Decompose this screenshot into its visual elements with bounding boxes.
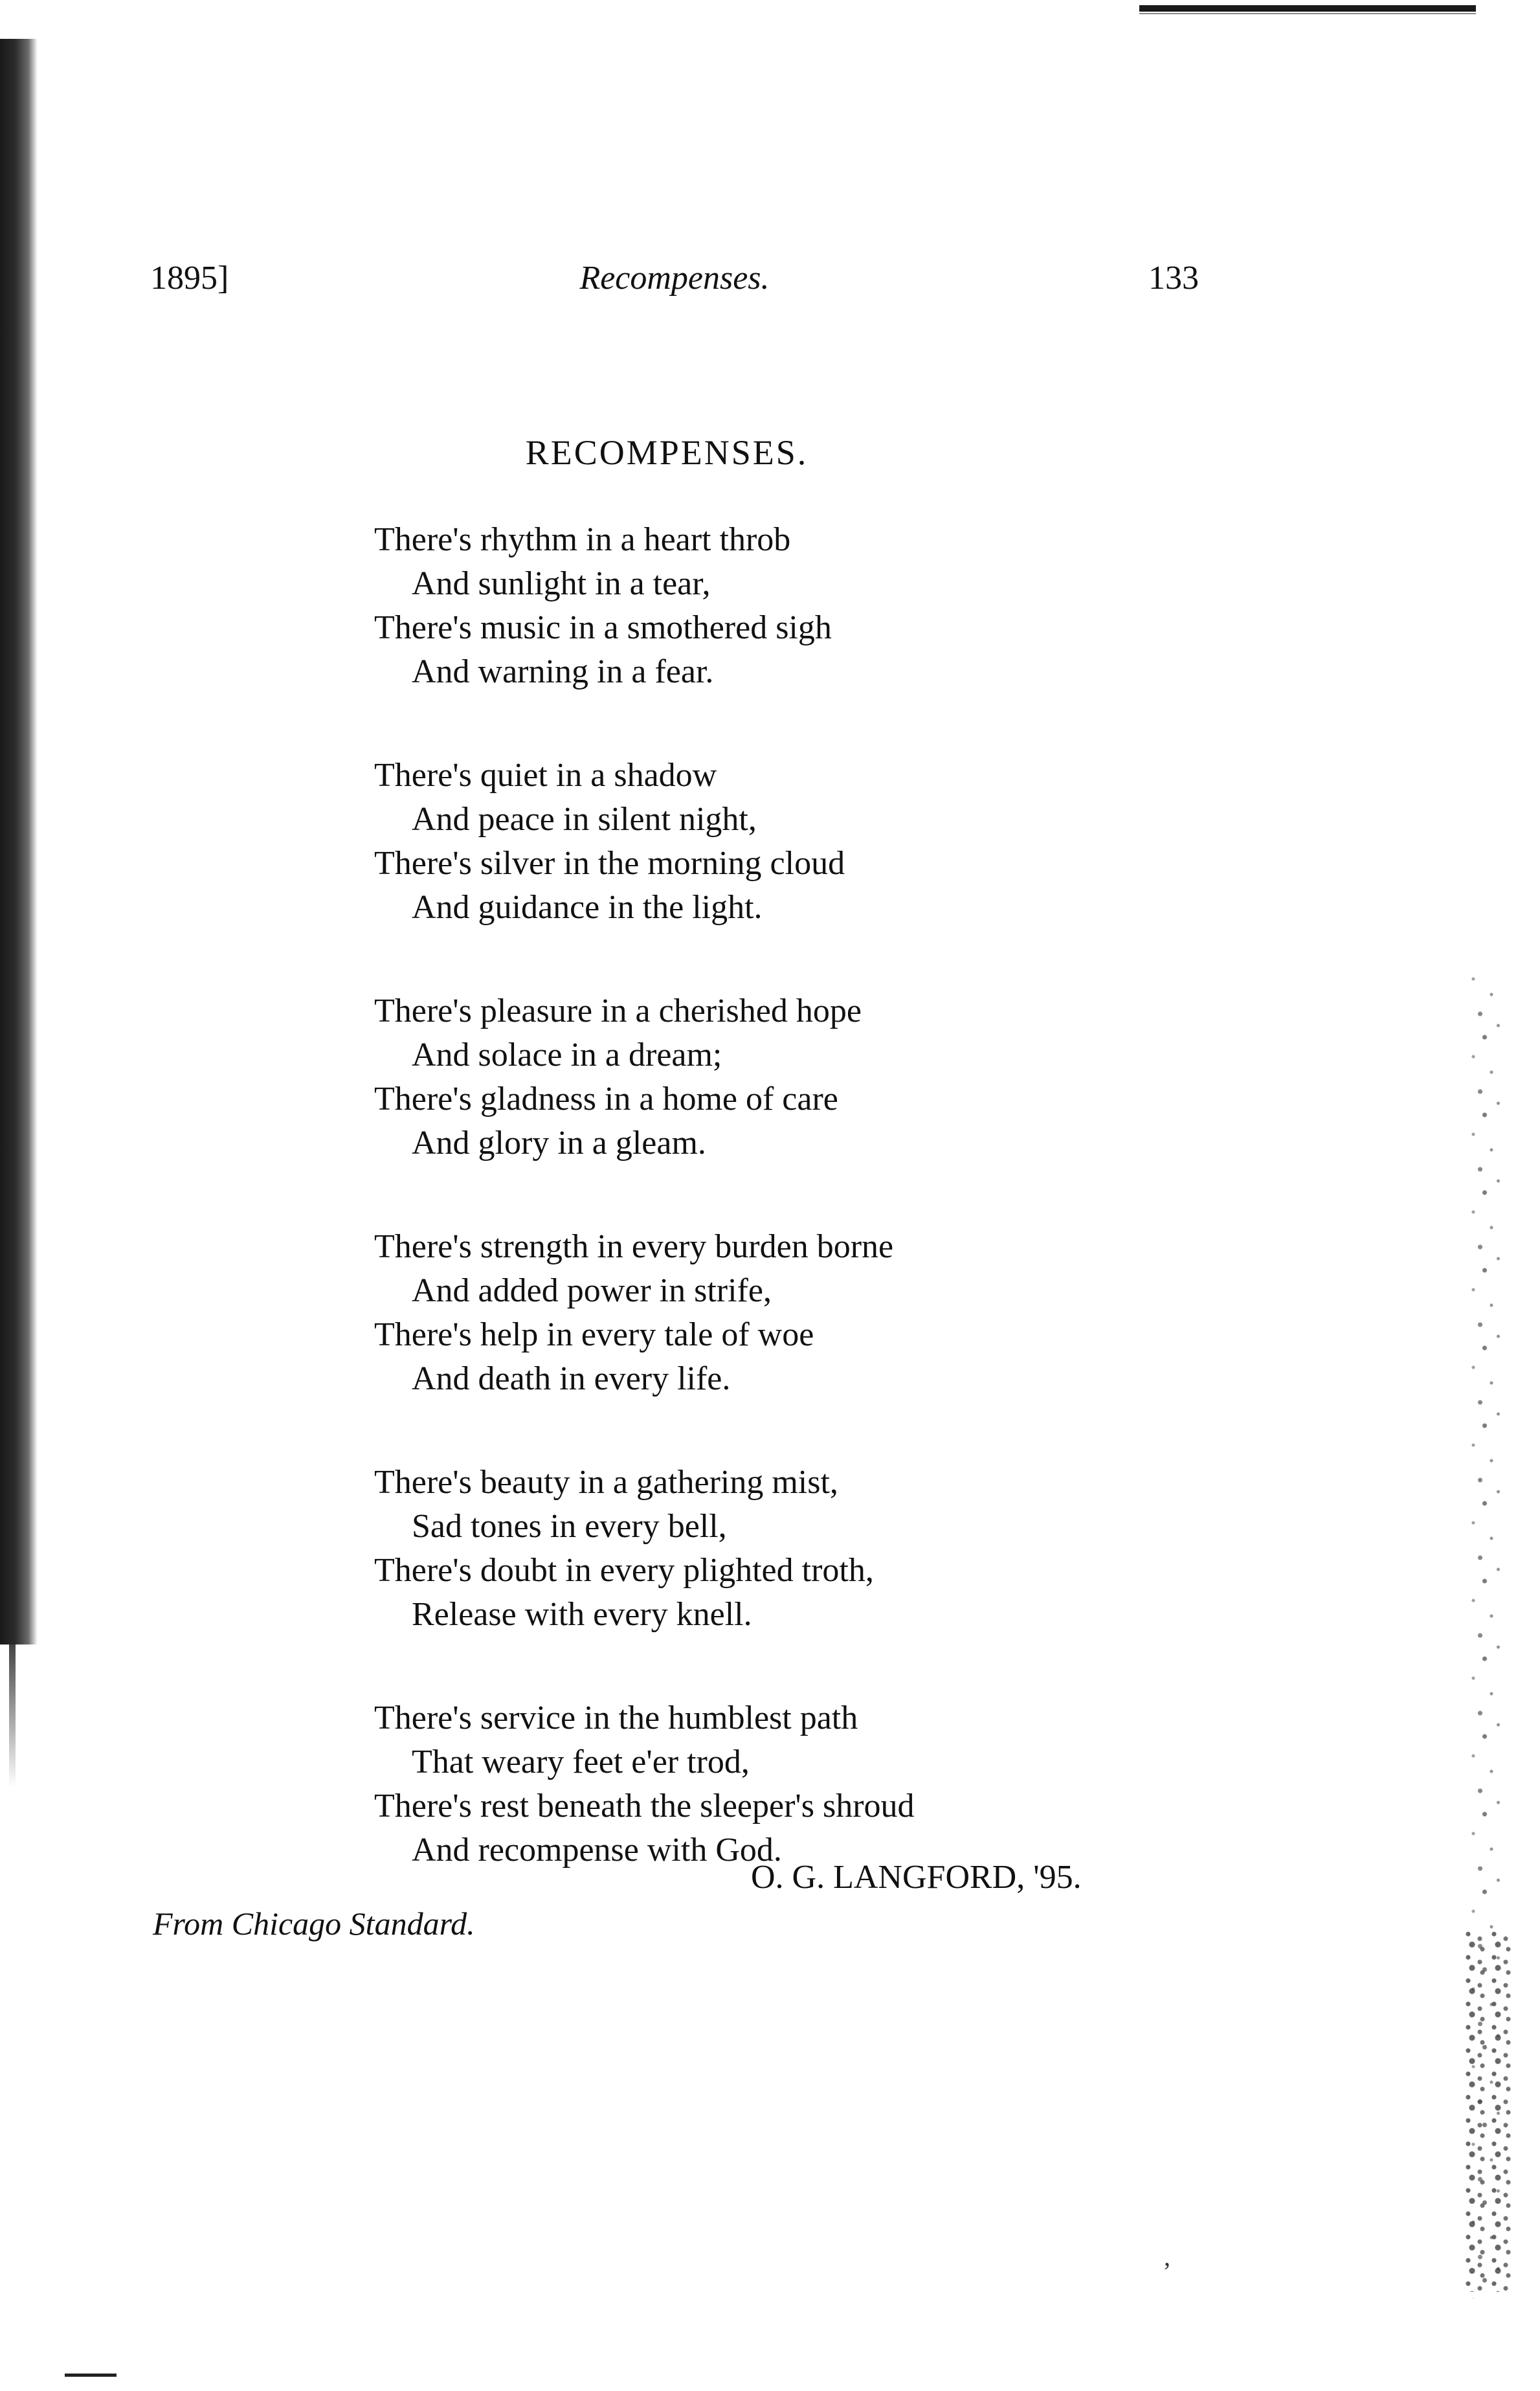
poem-line: There's strength in every burden borne [374,1228,894,1265]
poem-line: And warning in a fear. [412,653,714,690]
poem-line: There's rhythm in a heart throb [374,521,791,558]
scan-stray-mark: , [1164,2242,1170,2271]
poem-line: And glory in a gleam. [412,1125,706,1162]
scan-binding-edge-lower [9,1645,16,1787]
scan-bottom-rule [65,2374,117,2377]
poem-line: There's quiet in a shadow [374,757,717,794]
header-page-number: 133 [1148,260,1199,297]
scan-binding-edge [0,39,38,1645]
poem-line: And recompense with God. [412,1832,782,1869]
poem-line: That weary feet e'er trod, [412,1744,750,1780]
running-header [150,259,1199,304]
poem-line: There's pleasure in a cherished hope [374,993,862,1029]
poem-line: Sad tones in every bell, [412,1508,727,1545]
poem-line: There's silver in the morning cloud [374,845,845,882]
poem-line: There's music in a smothered sigh [374,609,832,646]
poem-line: And sunlight in a tear, [412,565,711,602]
poem-line: There's rest beneath the sleeper's shroud [374,1788,915,1824]
author-attribution: O. G. LANGFORD, '95. [751,1859,1082,1896]
poem-line: There's beauty in a gathering mist, [374,1464,838,1501]
stanza-6 [374,1696,1410,1872]
stanza-3 [374,989,1410,1165]
poem-title: RECOMPENSES. [525,433,809,472]
stanza-4 [374,1225,1410,1401]
poem-line: There's service in the humblest path [374,1700,858,1736]
poem-line: And death in every life. [412,1360,731,1397]
source-credit: From Chicago Standard. [153,1905,475,1942]
poem-line: Release with every knell. [412,1596,752,1633]
poem-line: And peace in silent night, [412,801,757,838]
scan-right-speckle-dense [1462,1929,1513,2292]
stanza-2 [374,754,1410,930]
poem-line: There's help in every tale of woe [374,1316,814,1353]
poem-line: And added power in strife, [412,1272,772,1309]
header-running-title: Recompenses. [579,260,770,297]
header-year: 1895] [150,260,229,297]
poem-line: There's doubt in every plighted troth, [374,1552,874,1589]
poem-line: There's gladness in a home of care [374,1081,838,1117]
stanza-5 [374,1461,1410,1637]
stanza-1 [374,518,1410,694]
poem-line: And solace in a dream; [412,1037,722,1073]
poem-body [374,518,1410,1932]
scan-top-rule [1139,5,1476,12]
poem-line: And guidance in the light. [412,889,763,926]
scan-top-rule-thin [1139,13,1476,14]
